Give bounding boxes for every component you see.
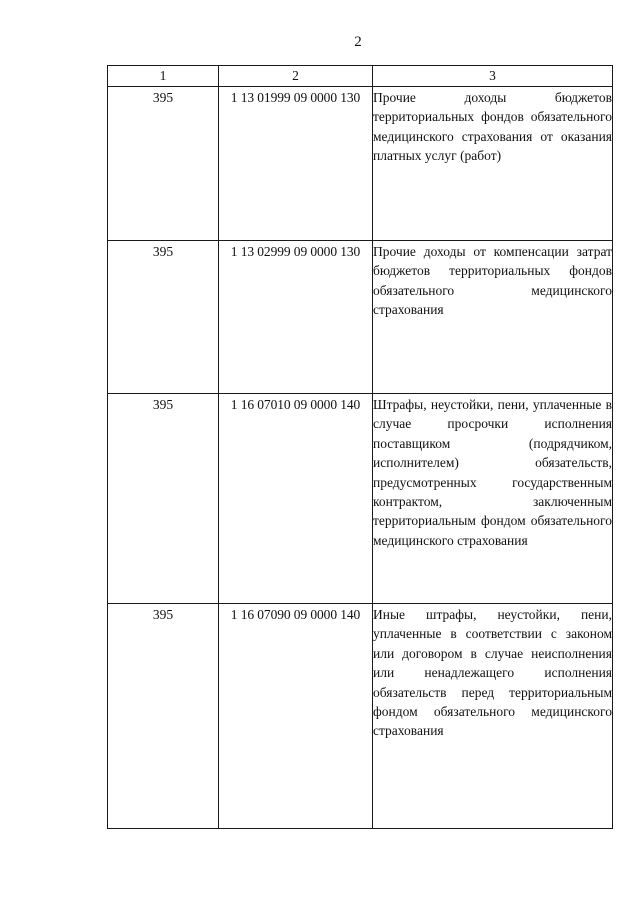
income-name-cell: Иные штрафы, неустойки, пени, уплаченные в соответствии с законом или договором в случае неисполнения или ненадлежащего исполнения обязательств перед территориальным фондом обязательного медицинского страхования: [373, 604, 613, 829]
admin-code-cell: 395: [108, 241, 219, 394]
budget-code-cell: 1 13 02999 09 0000 130: [219, 241, 373, 394]
table-row: [108, 394, 613, 604]
income-codes-table: [107, 65, 613, 829]
income-name-cell: Прочие доходы от компенсации затрат бюджетов территориальных фондов обязательного медицинского страхования: [373, 241, 613, 394]
column-header-3: 3: [373, 66, 613, 87]
column-header-2: 2: [219, 66, 373, 87]
budget-code-cell: 1 16 07010 09 0000 140: [219, 394, 373, 604]
table-header-row: [108, 66, 613, 87]
column-header-1: 1: [108, 66, 219, 87]
income-name-cell: Прочие доходы бюджетов территориальных фондов обязательного медицинского страхования от оказания платных услуг (работ): [373, 87, 613, 241]
table-row: [108, 604, 613, 829]
income-name-cell: Штрафы, неустойки, пени, уплаченные в случае просрочки исполнения поставщиком (подрядчиком, исполнителем) обязательств, предусмотренных государственным контрактом, заключенным территориальным фондом обязательного медицинского страхования: [373, 394, 613, 604]
admin-code-cell: 395: [108, 394, 219, 604]
admin-code-cell: 395: [108, 87, 219, 241]
table-row: [108, 241, 613, 394]
admin-code-cell: 395: [108, 604, 219, 829]
page-number: 2: [354, 34, 362, 50]
budget-code-cell: 1 13 01999 09 0000 130: [219, 87, 373, 241]
table-row: [108, 87, 613, 241]
budget-code-cell: 1 16 07090 09 0000 140: [219, 604, 373, 829]
